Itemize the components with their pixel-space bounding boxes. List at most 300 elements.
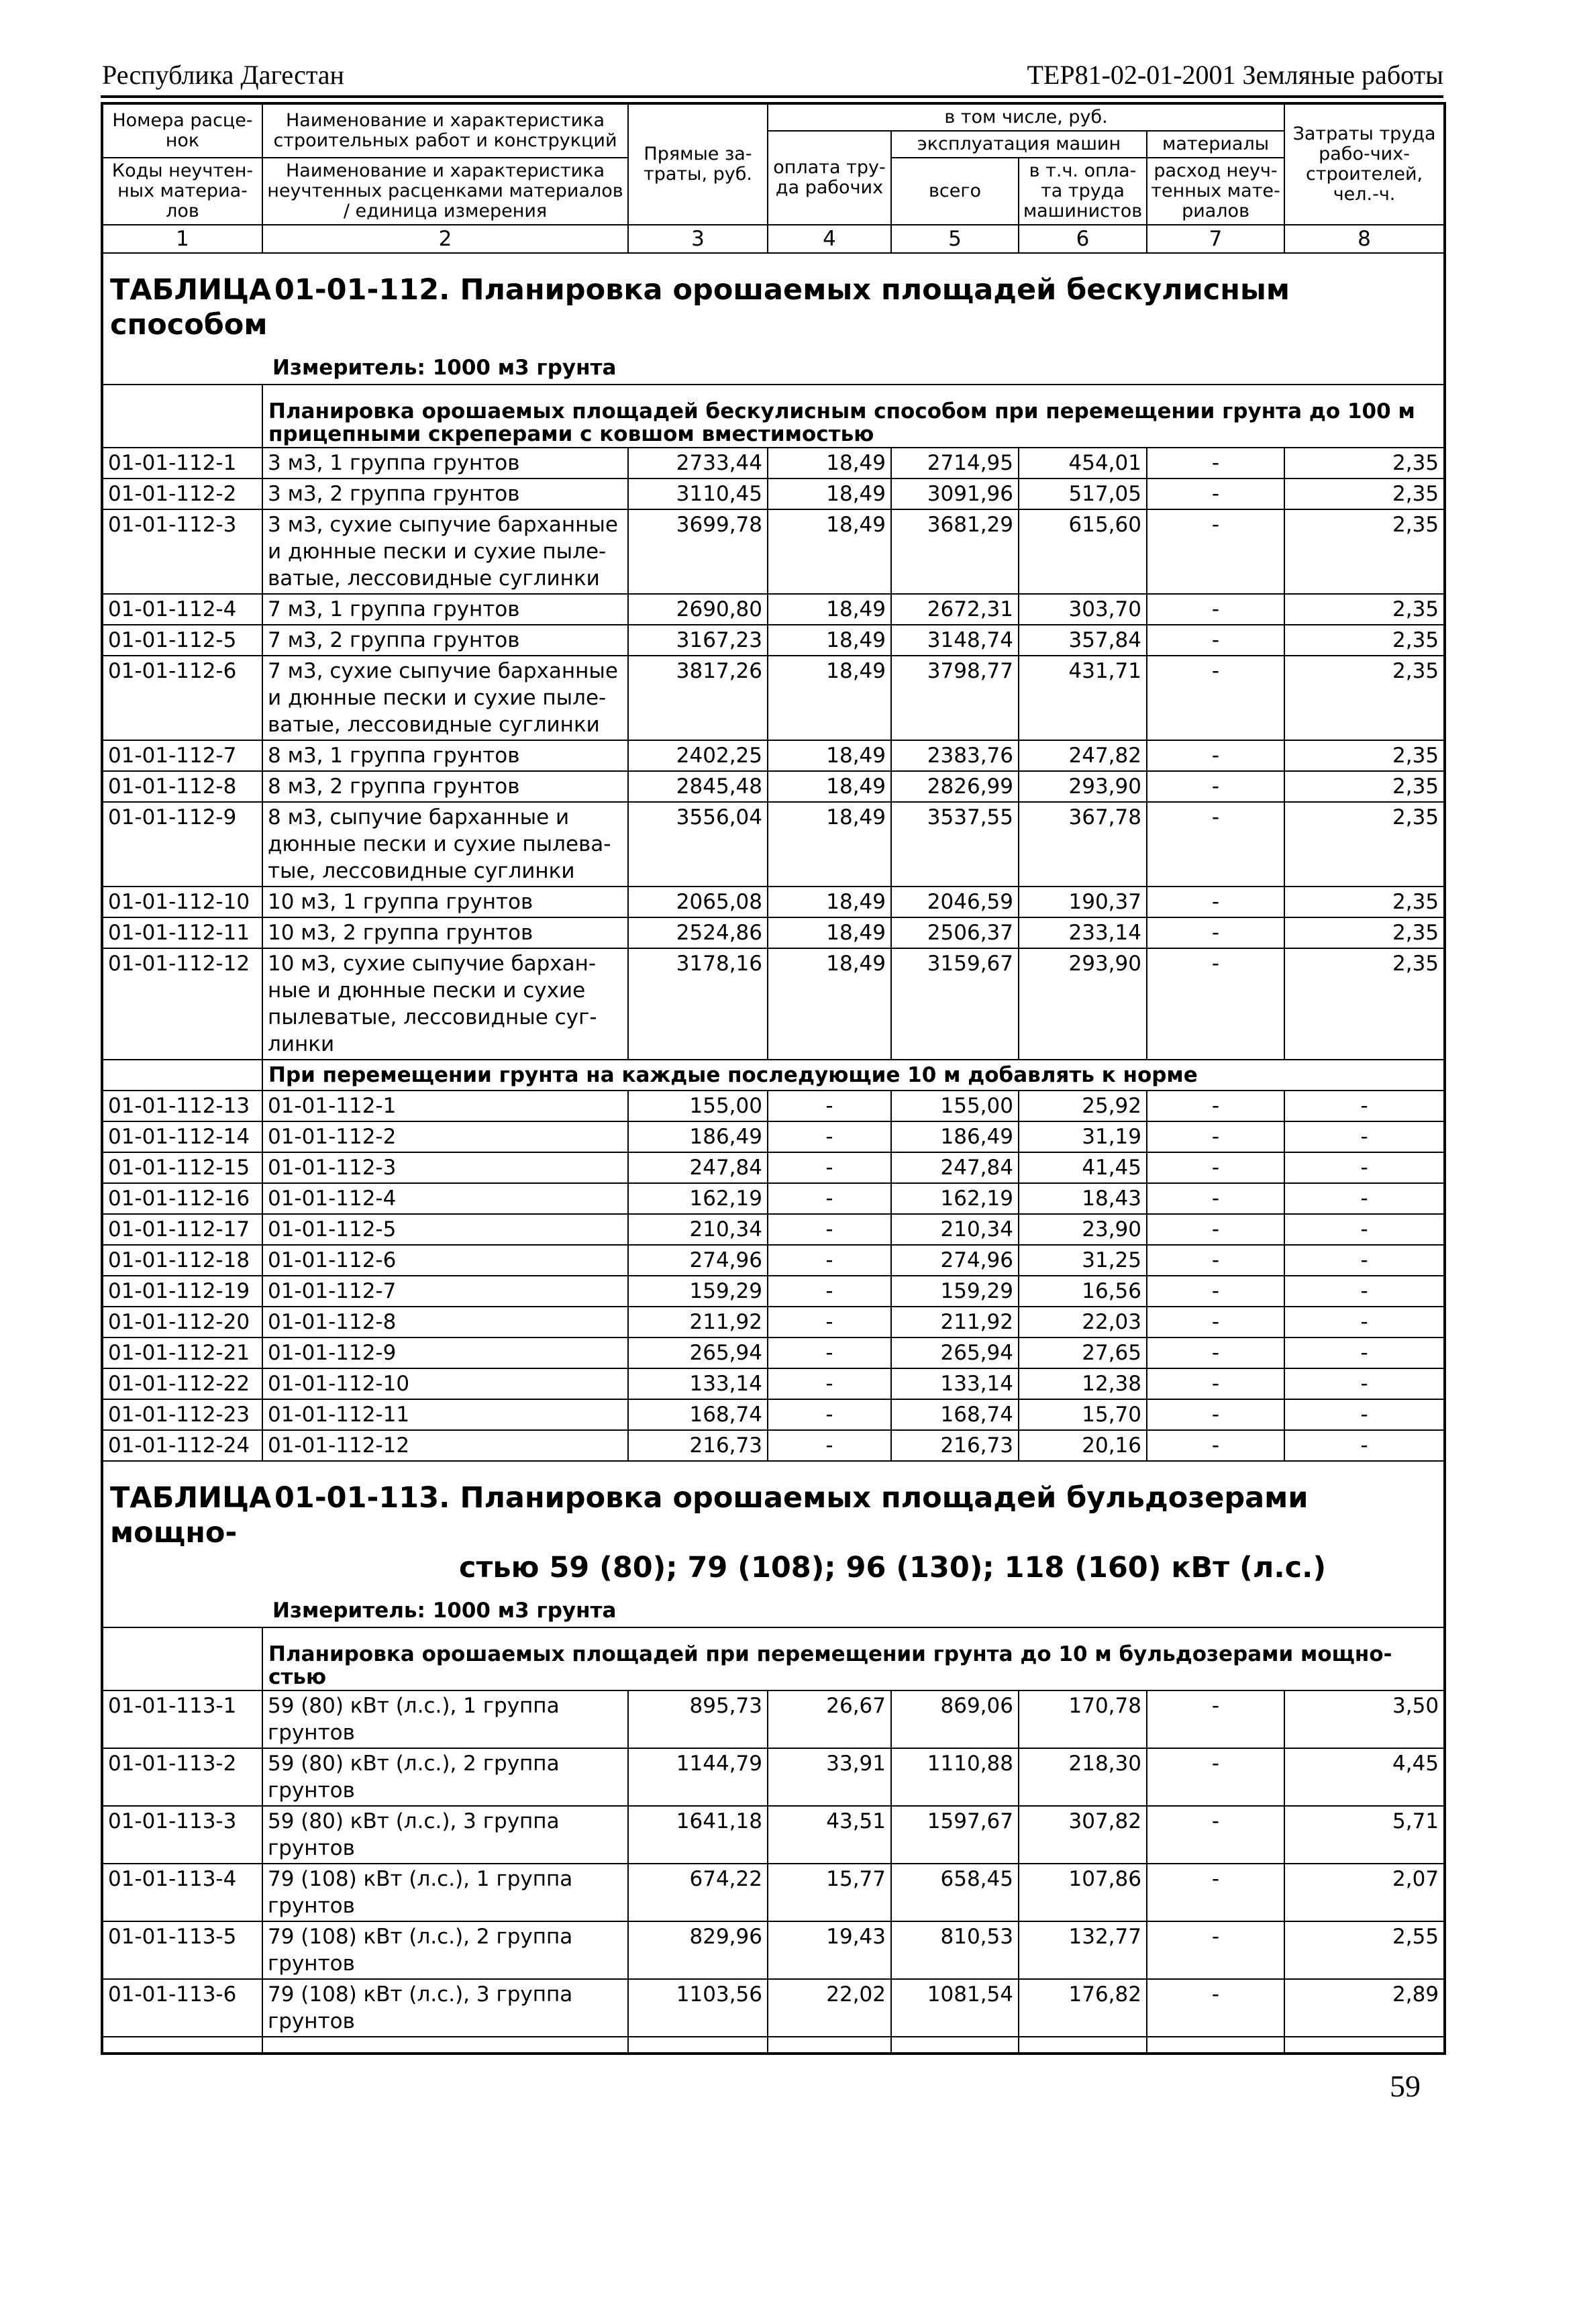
cell-direct: 3817,26 [628, 656, 768, 740]
cell-labor: - [768, 1276, 891, 1307]
cell-mach-labor: 170,78 [1019, 1690, 1147, 1748]
cell-mach: 210,34 [891, 1214, 1019, 1245]
cell-name: 01-01-112-8 [262, 1307, 628, 1337]
cell-direct: 674,22 [628, 1864, 768, 1921]
table-row [102, 1214, 1445, 1245]
col-index: 8 [1284, 225, 1445, 253]
cell-hours: - [1284, 1307, 1445, 1337]
cell-hours: 2,35 [1284, 509, 1445, 594]
cell-mach-labor: 303,70 [1019, 594, 1147, 625]
cell-labor: - [768, 1152, 891, 1183]
cell-mach-labor: 454,01 [1019, 448, 1147, 478]
cell-code: 01-01-112-8 [102, 771, 262, 802]
table-row [102, 1806, 1445, 1864]
col-index: 3 [628, 225, 768, 253]
cell-mach: 810,53 [891, 1921, 1019, 1979]
cell-mach-labor: 431,71 [1019, 656, 1147, 740]
cell-code: 01-01-113-2 [102, 1748, 262, 1806]
cell-mach: 3091,96 [891, 478, 1019, 509]
cell-direct: 2402,25 [628, 740, 768, 771]
cell-name: 8 м3, сыпучие барханные и дюнные пески и сухие пылева-тые, лессовидные суглинки [262, 802, 628, 887]
table-row [102, 917, 1445, 948]
cell-mach: 3159,67 [891, 948, 1019, 1060]
cell-code: 01-01-112-21 [102, 1337, 262, 1368]
col-header-codes: Номера расце-нок [102, 103, 262, 158]
col-header-direct: Прямые за-траты, руб. [628, 103, 768, 225]
cell-mat: - [1147, 1214, 1284, 1245]
cell-mat: - [1147, 1430, 1284, 1461]
cell-name: 79 (108) кВт (л.с.), 3 группа грунтов [262, 1979, 628, 2037]
cell-code: 01-01-112-17 [102, 1214, 262, 1245]
cell-labor: 43,51 [768, 1806, 891, 1864]
cell-code: 01-01-112-9 [102, 802, 262, 887]
cell-code: 01-01-112-22 [102, 1368, 262, 1399]
cell-name: 01-01-112-11 [262, 1399, 628, 1430]
col-header-machines-total: всего [891, 158, 1019, 225]
table-row [102, 1430, 1445, 1461]
cell-mach: 2046,59 [891, 887, 1019, 917]
cell-hours: 3,50 [1284, 1690, 1445, 1748]
col-header-machinist-pay: в т.ч. опла-та труда машинистов [1019, 158, 1147, 225]
cell-mach-labor: 25,92 [1019, 1091, 1147, 1121]
table-row [102, 1276, 1445, 1307]
cell-mat: - [1147, 1921, 1284, 1979]
cell-name: 01-01-112-6 [262, 1245, 628, 1276]
table-number: 01-01-113. [274, 1481, 450, 1515]
cell-mach: 155,00 [891, 1091, 1019, 1121]
cell-mat: - [1147, 625, 1284, 656]
cell-name: 59 (80) кВт (л.с.), 3 группа грунтов [262, 1806, 628, 1864]
cell-direct: 168,74 [628, 1399, 768, 1430]
cell-hours: 2,35 [1284, 448, 1445, 478]
cell-direct: 211,92 [628, 1307, 768, 1337]
cell-hours: 2,35 [1284, 771, 1445, 802]
table-row [102, 448, 1445, 478]
cell-code: 01-01-113-3 [102, 1806, 262, 1864]
table-row [102, 1121, 1445, 1152]
cell-name: 3 м3, 1 группа грунтов [262, 448, 628, 478]
table-row [102, 771, 1445, 802]
col-header-materials: материалы [1147, 131, 1284, 158]
cell-name: 7 м3, 2 группа грунтов [262, 625, 628, 656]
cell-mach: 3681,29 [891, 509, 1019, 594]
cell-direct: 3178,16 [628, 948, 768, 1060]
cell-hours: 2,07 [1284, 1864, 1445, 1921]
cell-mach-labor: 357,84 [1019, 625, 1147, 656]
cell-mach-labor: 247,82 [1019, 740, 1147, 771]
cell-direct: 3110,45 [628, 478, 768, 509]
table-row [102, 1690, 1445, 1748]
table-row [102, 1183, 1445, 1214]
col-header-machines: эксплуатация машин [891, 131, 1147, 158]
table-row [102, 1245, 1445, 1276]
cell-name: 7 м3, сухие сыпучие барханные и дюнные пески и сухие пыле-ватые, лессовидные суглинки [262, 656, 628, 740]
cell-code: 01-01-112-18 [102, 1245, 262, 1276]
cell-code: 01-01-112-7 [102, 740, 262, 771]
cell-hours: 2,35 [1284, 478, 1445, 509]
cell-code: 01-01-112-15 [102, 1152, 262, 1183]
table-number: 01-01-112. [274, 273, 450, 307]
table-row [102, 740, 1445, 771]
cell-mat: - [1147, 1864, 1284, 1921]
table-row [102, 478, 1445, 509]
cell-code: 01-01-112-13 [102, 1091, 262, 1121]
cell-mach-labor: 15,70 [1019, 1399, 1147, 1430]
table-113-heading [102, 1461, 1445, 1627]
cell-mach: 3148,74 [891, 625, 1019, 656]
cell-name: 01-01-112-7 [262, 1276, 628, 1307]
cell-labor: 18,49 [768, 478, 891, 509]
cell-mat: - [1147, 1979, 1284, 2037]
cell-code: 01-01-112-24 [102, 1430, 262, 1461]
cell-direct: 895,73 [628, 1690, 768, 1748]
cell-mat: - [1147, 1368, 1284, 1399]
table-row [102, 887, 1445, 917]
cell-labor: - [768, 1430, 891, 1461]
cell-hours: 2,55 [1284, 1921, 1445, 1979]
cell-code: 01-01-112-11 [102, 917, 262, 948]
table-row [102, 656, 1445, 740]
cell-mach-labor: 20,16 [1019, 1430, 1147, 1461]
cell-name: 01-01-112-9 [262, 1337, 628, 1368]
cell-name: 01-01-112-10 [262, 1368, 628, 1399]
cell-hours: - [1284, 1337, 1445, 1368]
cell-hours: 2,35 [1284, 594, 1445, 625]
cell-mach-labor: 517,05 [1019, 478, 1147, 509]
cell-name: 3 м3, сухие сыпучие барханные и дюнные пески и сухие пыле-ватые, лессовидные суглинки [262, 509, 628, 594]
cell-labor: 18,49 [768, 656, 891, 740]
cell-mach-labor: 307,82 [1019, 1806, 1147, 1864]
cell-mat: - [1147, 656, 1284, 740]
col-header-labor-hours: Затраты труда рабо-чих-строителей, чел.-ч. [1284, 103, 1445, 225]
col-header-materials-use: расход неуч-тенных мате-риалов [1147, 158, 1284, 225]
cell-mach-labor: 31,25 [1019, 1245, 1147, 1276]
col-index: 2 [262, 225, 628, 253]
cell-direct: 829,96 [628, 1921, 768, 1979]
cell-mach: 869,06 [891, 1690, 1019, 1748]
cell-hours: 5,71 [1284, 1806, 1445, 1864]
table-row [102, 802, 1445, 887]
cell-name: 01-01-112-3 [262, 1152, 628, 1183]
cell-mach: 133,14 [891, 1368, 1019, 1399]
header-region: Республика Дагестан [102, 60, 344, 90]
cell-labor: - [768, 1091, 891, 1121]
cell-mat: - [1147, 917, 1284, 948]
table-row [102, 1748, 1445, 1806]
cell-mach-labor: 293,90 [1019, 771, 1147, 802]
cell-mach-labor: 22,03 [1019, 1307, 1147, 1337]
cell-direct: 2065,08 [628, 887, 768, 917]
cell-mach: 162,19 [891, 1183, 1019, 1214]
col-index: 7 [1147, 225, 1284, 253]
cell-mach: 1081,54 [891, 1979, 1019, 2037]
cell-code: 01-01-113-6 [102, 1979, 262, 2037]
cell-direct: 2733,44 [628, 448, 768, 478]
cell-hours: - [1284, 1121, 1445, 1152]
cell-mach-labor: 218,30 [1019, 1748, 1147, 1806]
cell-code: 01-01-112-12 [102, 948, 262, 1060]
table-label: ТАБЛИЦА [110, 1481, 272, 1515]
table-112-heading [102, 253, 1445, 385]
cell-name: 8 м3, 2 группа грунтов [262, 771, 628, 802]
cell-name: 79 (108) кВт (л.с.), 1 группа грунтов [262, 1864, 628, 1921]
cell-mat: - [1147, 887, 1284, 917]
section-heading: Планировка орошаемых площадей бескулисным способом при перемещении грунта до 100 м прицепными скреперами с ковшом вместимостью [262, 385, 1445, 448]
cell-labor: 18,49 [768, 448, 891, 478]
table-row [102, 1337, 1445, 1368]
cell-mat: - [1147, 1183, 1284, 1214]
table-row [102, 1152, 1445, 1183]
header-document-code: ТЕР81-02-01-2001 Земляные работы [1027, 60, 1443, 90]
cell-hours: 4,45 [1284, 1748, 1445, 1806]
cell-labor: 15,77 [768, 1864, 891, 1921]
cell-name: 01-01-112-12 [262, 1430, 628, 1461]
col-header-group: в том числе, руб. [768, 103, 1284, 131]
cell-code: 01-01-113-5 [102, 1921, 262, 1979]
cell-hours: 2,35 [1284, 887, 1445, 917]
col-header-name: Наименование и характеристика строительных работ и конструкций [262, 103, 628, 158]
cell-labor: - [768, 1307, 891, 1337]
cell-direct: 3699,78 [628, 509, 768, 594]
cell-mach: 2506,37 [891, 917, 1019, 948]
cell-code: 01-01-112-5 [102, 625, 262, 656]
cell-mach: 159,29 [891, 1276, 1019, 1307]
cell-hours: - [1284, 1276, 1445, 1307]
col-index: 4 [768, 225, 891, 253]
cell-code: 01-01-113-4 [102, 1864, 262, 1921]
cell-direct: 162,19 [628, 1183, 768, 1214]
cell-labor: 18,49 [768, 771, 891, 802]
cell-mach: 1597,67 [891, 1806, 1019, 1864]
cell-code: 01-01-112-23 [102, 1399, 262, 1430]
cell-labor: 18,49 [768, 887, 891, 917]
col-header-labor-pay: оплата тру-да рабочих [768, 131, 891, 225]
cell-direct: 1103,56 [628, 1979, 768, 2037]
cell-labor: 18,49 [768, 509, 891, 594]
cell-mat: - [1147, 594, 1284, 625]
cell-direct: 133,14 [628, 1368, 768, 1399]
table-title: Планировка орошаемых площадей бескулисным способом [110, 273, 1290, 342]
cell-labor: - [768, 1368, 891, 1399]
cell-mach: 274,96 [891, 1245, 1019, 1276]
table-title: Планировка орошаемых площадей бульдозерами мощно- [110, 1481, 1309, 1550]
cell-code: 01-01-112-19 [102, 1276, 262, 1307]
cell-name: 8 м3, 1 группа грунтов [262, 740, 628, 771]
cell-code: 01-01-112-6 [102, 656, 262, 740]
cell-mat: - [1147, 1399, 1284, 1430]
cell-hours: - [1284, 1152, 1445, 1183]
cell-mach-labor: 27,65 [1019, 1337, 1147, 1368]
cell-hours: 2,35 [1284, 656, 1445, 740]
cell-name: 10 м3, сухие сыпучие бархан-ные и дюнные пески и сухие пылеватые, лессовидные суг-линки [262, 948, 628, 1060]
col-header-material-name: Наименование и характеристика неучтенных расценками материалов / единица измерения [262, 158, 628, 225]
cell-mach: 216,73 [891, 1430, 1019, 1461]
table-row [102, 1921, 1445, 1979]
cell-mach: 247,84 [891, 1152, 1019, 1183]
cell-direct: 2690,80 [628, 594, 768, 625]
cell-code: 01-01-112-2 [102, 478, 262, 509]
cell-mach: 211,92 [891, 1307, 1019, 1337]
cell-direct: 3556,04 [628, 802, 768, 887]
cell-mach: 658,45 [891, 1864, 1019, 1921]
cell-direct: 216,73 [628, 1430, 768, 1461]
cell-labor: - [768, 1337, 891, 1368]
cell-labor: 18,49 [768, 740, 891, 771]
cell-labor: 33,91 [768, 1748, 891, 1806]
cell-name: 79 (108) кВт (л.с.), 2 группа грунтов [262, 1921, 628, 1979]
cell-mat: - [1147, 1806, 1284, 1864]
cell-mat: - [1147, 1091, 1284, 1121]
cell-mat: - [1147, 771, 1284, 802]
col-index: 1 [102, 225, 262, 253]
col-header-material-codes: Коды неучтен-ных материа-лов [102, 158, 262, 225]
cell-mat: - [1147, 1337, 1284, 1368]
cell-mach-labor: 132,77 [1019, 1921, 1147, 1979]
cell-hours: 2,35 [1284, 802, 1445, 887]
table-row [102, 509, 1445, 594]
cell-code: 01-01-112-10 [102, 887, 262, 917]
cell-mach: 2383,76 [891, 740, 1019, 771]
cell-hours: - [1284, 1214, 1445, 1245]
cell-labor: 18,49 [768, 625, 891, 656]
cell-direct: 186,49 [628, 1121, 768, 1152]
cell-mat: - [1147, 1245, 1284, 1276]
cell-mach: 265,94 [891, 1337, 1019, 1368]
cell-mach-labor: 190,37 [1019, 887, 1147, 917]
cell-code: 01-01-112-14 [102, 1121, 262, 1152]
cell-code: 01-01-112-1 [102, 448, 262, 478]
cell-mach-labor: 31,19 [1019, 1121, 1147, 1152]
table-measure: Измеритель: 1000 м3 грунта [272, 356, 617, 380]
cell-mach: 186,49 [891, 1121, 1019, 1152]
cell-mat: - [1147, 1307, 1284, 1337]
section-heading: Планировка орошаемых площадей при перемещении грунта до 10 м бульдозерами мощно-стью [262, 1627, 1445, 1690]
cell-name: 01-01-112-5 [262, 1214, 628, 1245]
table-row [102, 1307, 1445, 1337]
cell-mat: - [1147, 1121, 1284, 1152]
cell-mach: 1110,88 [891, 1748, 1019, 1806]
cell-hours: 2,35 [1284, 740, 1445, 771]
cell-mach: 3798,77 [891, 656, 1019, 740]
cell-direct: 3167,23 [628, 625, 768, 656]
cell-hours: - [1284, 1399, 1445, 1430]
cell-labor: 18,49 [768, 917, 891, 948]
cell-labor: 19,43 [768, 1921, 891, 1979]
cell-mach-labor: 12,38 [1019, 1368, 1147, 1399]
cell-direct: 247,84 [628, 1152, 768, 1183]
cell-mach-labor: 233,14 [1019, 917, 1147, 948]
cell-hours: - [1284, 1245, 1445, 1276]
table-row [102, 594, 1445, 625]
cell-mat: - [1147, 740, 1284, 771]
cell-direct: 155,00 [628, 1091, 768, 1121]
cell-mat: - [1147, 448, 1284, 478]
table-row [102, 1864, 1445, 1921]
cell-mach: 3537,55 [891, 802, 1019, 887]
cell-name: 01-01-112-2 [262, 1121, 628, 1152]
table-row [102, 1979, 1445, 2037]
cell-name: 59 (80) кВт (л.с.), 2 группа грунтов [262, 1748, 628, 1806]
cell-hours: 2,89 [1284, 1979, 1445, 2037]
cell-mach-labor: 367,78 [1019, 802, 1147, 887]
cell-code: 01-01-113-1 [102, 1690, 262, 1748]
cell-mach-labor: 41,45 [1019, 1152, 1147, 1183]
cell-mat: - [1147, 948, 1284, 1060]
cell-name: 10 м3, 2 группа грунтов [262, 917, 628, 948]
cell-mat: - [1147, 802, 1284, 887]
cell-mach: 2714,95 [891, 448, 1019, 478]
cell-mat: - [1147, 1152, 1284, 1183]
cell-labor: 18,49 [768, 802, 891, 887]
cell-code: 01-01-112-16 [102, 1183, 262, 1214]
cell-mach: 2672,31 [891, 594, 1019, 625]
cell-direct: 2845,48 [628, 771, 768, 802]
cell-labor: 26,67 [768, 1690, 891, 1748]
cell-name: 01-01-112-4 [262, 1183, 628, 1214]
table-row [102, 1399, 1445, 1430]
cell-hours: - [1284, 1430, 1445, 1461]
col-index: 6 [1019, 225, 1147, 253]
cell-mach-labor: 16,56 [1019, 1276, 1147, 1307]
cell-mat: - [1147, 1690, 1284, 1748]
table-title-continued: стью 59 (80); 79 (108); 96 (130); 118 (160) кВт (л.с.) [459, 1551, 1327, 1584]
cell-hours: 2,35 [1284, 917, 1445, 948]
table-row [102, 625, 1445, 656]
cell-direct: 2524,86 [628, 917, 768, 948]
cell-direct: 1641,18 [628, 1806, 768, 1864]
cell-direct: 210,34 [628, 1214, 768, 1245]
cell-name: 10 м3, 1 группа грунтов [262, 887, 628, 917]
col-index: 5 [891, 225, 1019, 253]
cell-mach-labor: 107,86 [1019, 1864, 1147, 1921]
cell-direct: 274,96 [628, 1245, 768, 1276]
cell-labor: - [768, 1399, 891, 1430]
cell-code: 01-01-112-3 [102, 509, 262, 594]
cell-direct: 1144,79 [628, 1748, 768, 1806]
cell-direct: 159,29 [628, 1276, 768, 1307]
cell-labor: 22,02 [768, 1979, 891, 2037]
cell-labor: - [768, 1245, 891, 1276]
cell-labor: 18,49 [768, 948, 891, 1060]
rates-table [101, 102, 1446, 2055]
cell-name: 01-01-112-1 [262, 1091, 628, 1121]
cell-mat: - [1147, 478, 1284, 509]
page-number: 59 [1390, 2069, 1421, 2103]
cell-labor: - [768, 1183, 891, 1214]
cell-labor: - [768, 1214, 891, 1245]
cell-name: 3 м3, 2 группа грунтов [262, 478, 628, 509]
table-row [102, 1368, 1445, 1399]
table-row [102, 1091, 1445, 1121]
header-rule [101, 95, 1443, 98]
cell-hours: - [1284, 1368, 1445, 1399]
cell-name: 59 (80) кВт (л.с.), 1 группа грунтов [262, 1690, 628, 1748]
cell-mach-labor: 615,60 [1019, 509, 1147, 594]
cell-labor: 18,49 [768, 594, 891, 625]
cell-mach: 168,74 [891, 1399, 1019, 1430]
cell-mat: - [1147, 1276, 1284, 1307]
table-measure: Измеритель: 1000 м3 грунта [272, 1599, 617, 1623]
cell-direct: 265,94 [628, 1337, 768, 1368]
cell-mach-labor: 23,90 [1019, 1214, 1147, 1245]
cell-name: 7 м3, 1 группа грунтов [262, 594, 628, 625]
table-row [102, 948, 1445, 1060]
cell-mat: - [1147, 1748, 1284, 1806]
cell-hours: 2,35 [1284, 948, 1445, 1060]
cell-hours: 2,35 [1284, 625, 1445, 656]
cell-mat: - [1147, 509, 1284, 594]
cell-mach-labor: 18,43 [1019, 1183, 1147, 1214]
